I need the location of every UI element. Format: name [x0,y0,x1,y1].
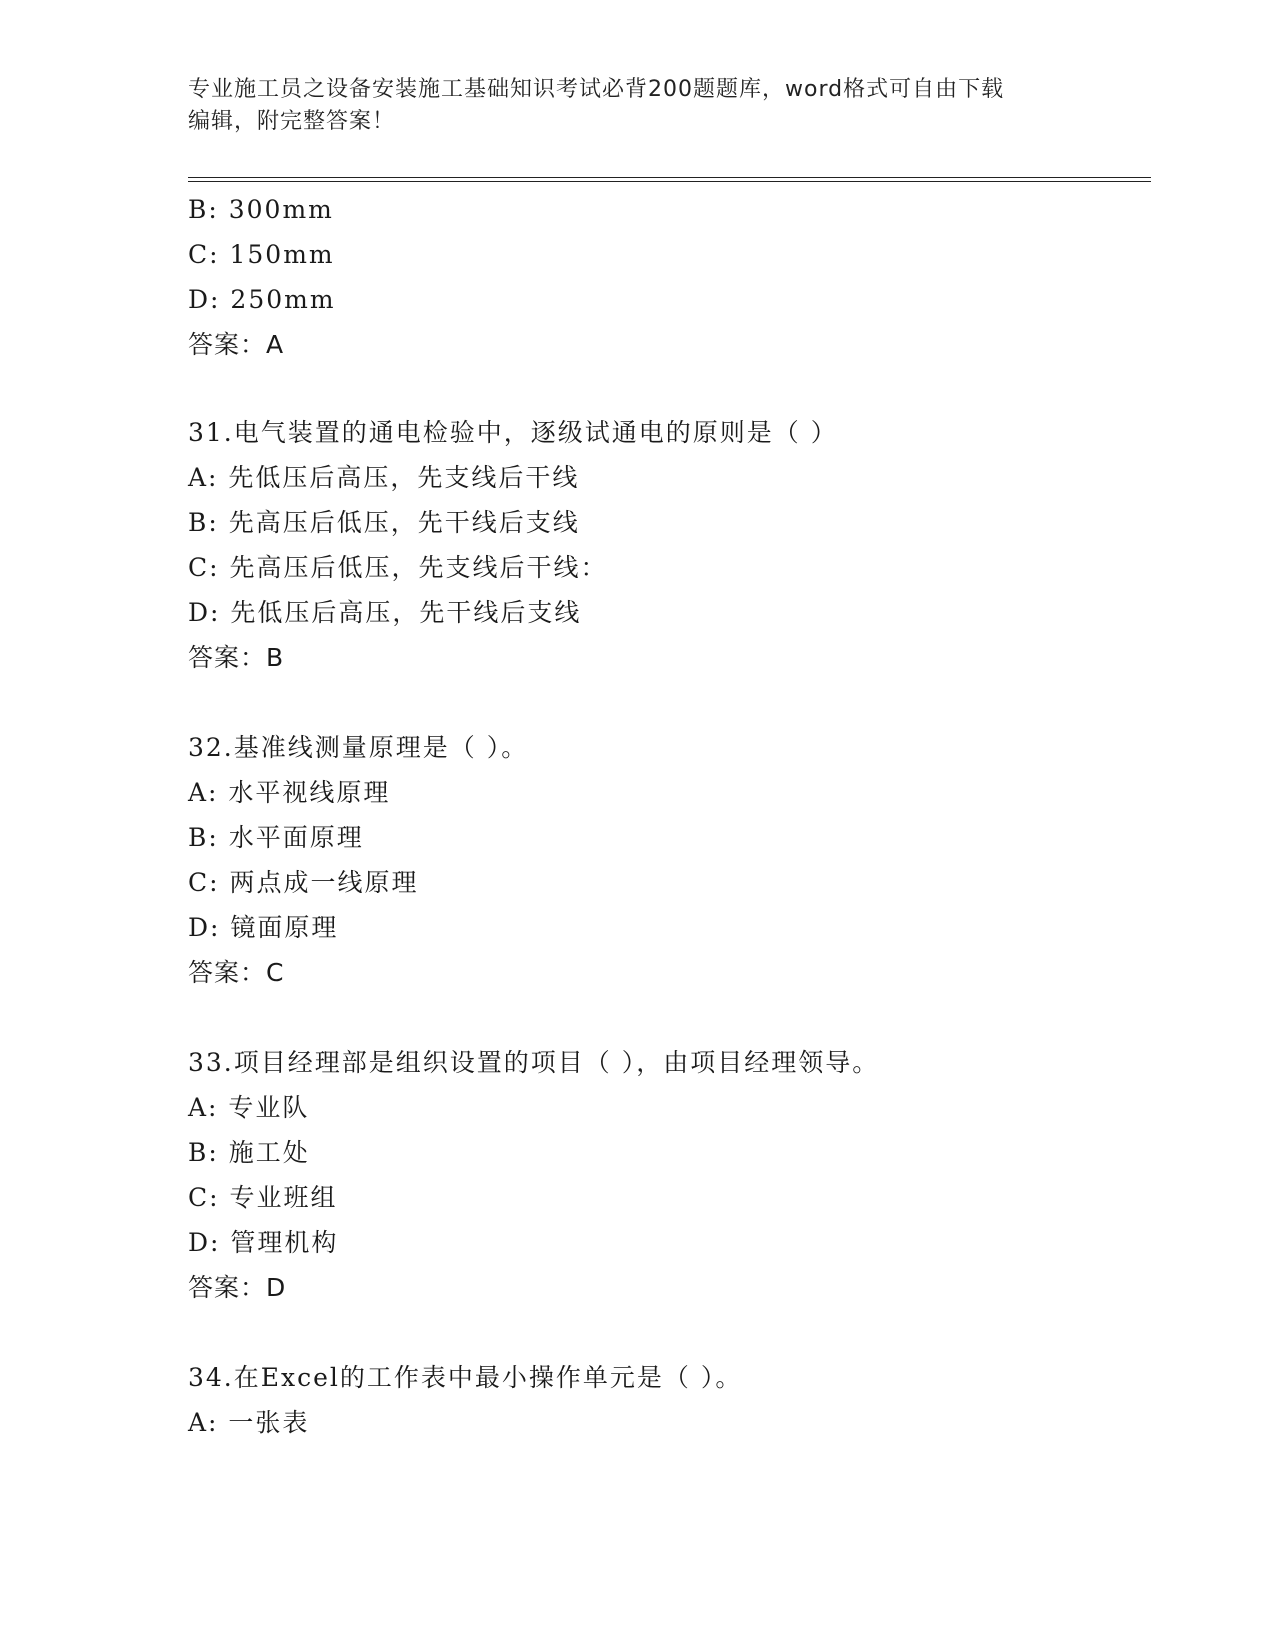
document-header [188,74,1088,138]
header-rule-top [188,177,1151,178]
q32-stem: 32.基准线测量原理是（ ）。 [188,733,529,762]
q33-option-a: A: 专业队 [188,1093,310,1122]
q31-answer: 答案：B [188,643,285,672]
q31-option-c: C: 先高压后低压，先支线后干线： [188,553,608,582]
header-line-1: 专业施工员之设备安装施工基础知识考试必背200题题库，word格式可自由下载 [188,77,1005,102]
header-line-2: 编辑，附完整答案！ [188,109,396,134]
q31-stem: 31.电气装置的通电检验中，逐级试通电的原则是（ ） [188,418,838,447]
q31-option-a: A: 先低压后高压，先支线后干线 [188,463,580,492]
prev-option-b: B: 300mm [188,195,334,224]
prev-answer: 答案：A [188,330,285,359]
q33-answer: 答案：D [188,1273,287,1302]
prev-option-c: C: 150mm [188,240,335,269]
q33-option-b: B: 施工处 [188,1138,310,1167]
q32-option-a: A: 水平视线原理 [188,778,391,807]
q31-option-b: B: 先高压后低压，先干线后支线 [188,508,580,537]
q33-stem: 33.项目经理部是组织设置的项目（ ），由项目经理领导。 [188,1048,880,1077]
q32-option-b: B: 水平面原理 [188,823,364,852]
q32-answer: 答案：C [188,958,285,987]
header-rule-bottom [188,181,1151,182]
prev-option-d: D: 250mm [188,285,336,314]
q32-option-d: D: 镜面原理 [188,913,339,942]
q32-option-c: C: 两点成一线原理 [188,868,419,897]
q31-option-d: D: 先低压后高压，先干线后支线 [188,598,582,627]
q34-stem: 34.在Excel的工作表中最小操作单元是（ ）。 [188,1363,743,1392]
q33-option-c: C: 专业班组 [188,1183,338,1212]
q33-option-d: D: 管理机构 [188,1228,339,1257]
q34-option-a: A: 一张表 [188,1408,310,1437]
